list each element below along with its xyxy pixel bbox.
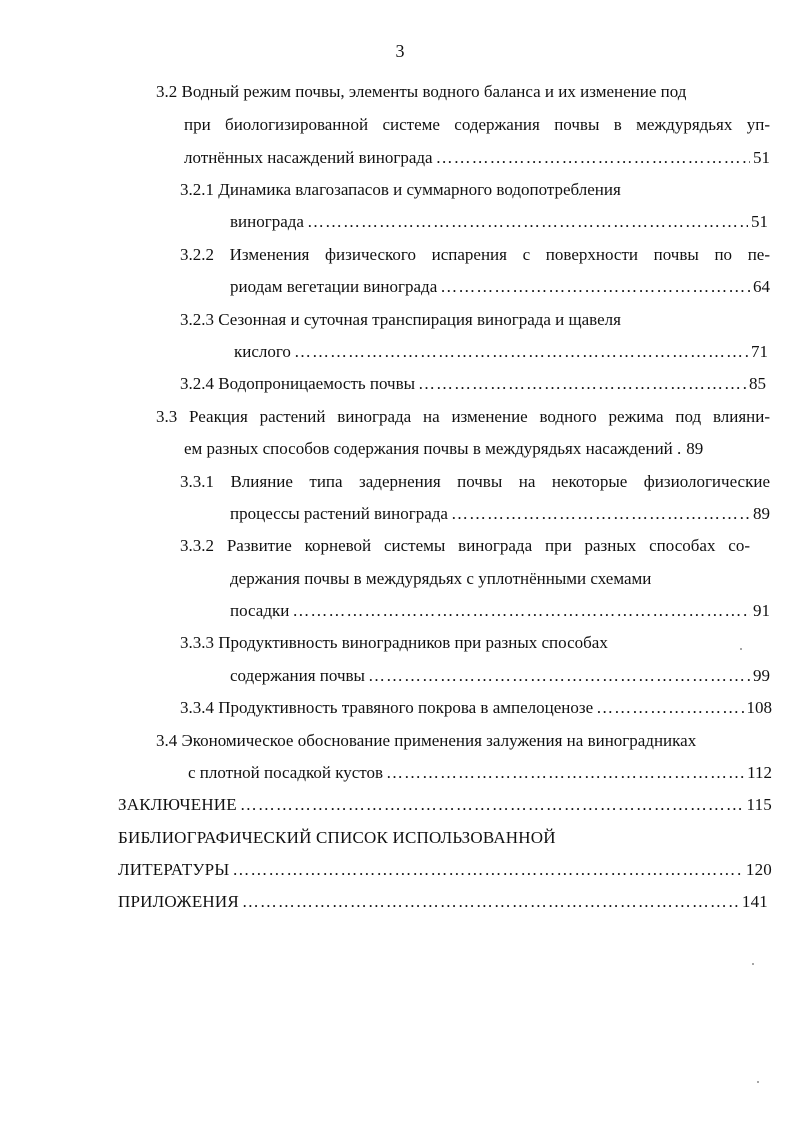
toc-entry-3-2-2[interactable] (230, 276, 770, 298)
toc-3-3-2-page: 91 (753, 601, 770, 620)
toc-3-2-2-line-2: риодам вегетации винограда (230, 277, 438, 296)
toc-entry-3-3[interactable] (184, 438, 770, 460)
toc-3-4-line-1: 3.4 Экономическое обоснование применения залужения на виноградниках (156, 731, 697, 750)
toc-conclusion-title: ЗАКЛЮЧЕНИЕ (118, 795, 237, 814)
toc-appendices-page: 141 (741, 892, 768, 911)
toc-entry-3-3-2[interactable] (230, 600, 770, 622)
toc-entry-3-3-1[interactable] (230, 503, 770, 525)
toc-entry-3-2[interactable] (184, 147, 770, 169)
dot-leader (440, 276, 750, 298)
dot-leader (451, 503, 750, 525)
toc-bibliography-line-1: БИБЛИОГРАФИЧЕСКИЙ СПИСОК ИСПОЛЬЗОВАННОЙ (118, 828, 556, 847)
toc-3-2-3-page: 71 (751, 342, 768, 361)
toc-3-3-1-line-1: 3.3.1 Влияние типа задернения почвы на некоторые физиологические (180, 472, 770, 491)
toc-bibliography-line-2: ЛИТЕРАТУРЫ (118, 860, 230, 879)
toc-3-4-line-2: с плотной посадкой кустов (188, 763, 384, 782)
toc-3-3-line-2: ем разных способов содержания почвы в междурядьях насаждений . (184, 439, 682, 458)
dot-leader (368, 665, 750, 687)
toc-3-3-4-line-1: 3.3.4 Продуктивность травяного покрова в ампелоценозе (180, 698, 594, 717)
toc-3-2-line-2: при биологизированной системе содержания почвы в междурядьях уп- (184, 115, 770, 134)
toc-3-2-4-page: 85 (749, 374, 766, 393)
toc-3-3-1-line-2: процессы растений винограда (230, 504, 448, 523)
scan-speck (757, 1081, 759, 1083)
toc-3-2-line-3: лотнённых насаждений винограда (184, 148, 433, 167)
toc-3-2-1-line-2: винограда (230, 212, 304, 231)
toc-3-2-4-line-1: 3.2.4 Водопроницаемость почвы (180, 374, 416, 393)
dot-leader (294, 341, 748, 363)
toc-3-3-2-line-2: держания почвы в междурядьях с уплотнёнными схемами (230, 569, 652, 588)
toc-3-3-2-line-3: посадки (230, 601, 290, 620)
toc-3-3-3-page: 99 (753, 666, 770, 685)
dot-leader (242, 891, 739, 913)
toc-3-2-1-line-1: 3.2.1 Динамика влагозапасов и суммарного водопотребления (180, 180, 621, 199)
toc-entry-3-3-4[interactable] (180, 697, 772, 719)
toc-3-2-page: 51 (753, 148, 770, 167)
toc-3-3-line-1: 3.3 Реакция растений винограда на изменение водного режима под влияни- (156, 407, 770, 426)
toc-entry-3-2-1[interactable] (230, 211, 768, 233)
toc-3-3-1-page: 89 (753, 504, 770, 523)
toc-entry-3-4[interactable] (188, 762, 772, 784)
toc-3-4-page: 112 (747, 763, 772, 782)
toc-3-2-1-page: 51 (751, 212, 768, 231)
toc-3-2-3-line-1: 3.2.3 Сезонная и суточная транспирация винограда и щавеля (180, 310, 621, 329)
dot-leader (240, 794, 744, 816)
toc-3-3-page: 89 (686, 439, 704, 458)
dot-leader (292, 600, 750, 622)
scan-speck (740, 648, 742, 650)
toc-3-3-2-line-1: 3.3.2 Развитие корневой системы винограда при разных способах со- (180, 536, 750, 555)
toc-bibliography-page: 120 (745, 860, 772, 879)
dot-leader (418, 373, 746, 395)
dot-leader (232, 859, 743, 881)
toc-entry-bibliography[interactable] (118, 859, 772, 881)
page-number: 3 (395, 41, 405, 61)
toc-entry-3-2-4[interactable] (180, 373, 766, 395)
toc-3-2-2-line-1: 3.2.2 Изменения физического испарения с поверхности почвы по пе- (180, 245, 770, 264)
toc-entry-3-2-3[interactable] (234, 341, 768, 363)
toc-3-2-3-line-2: кислого (234, 342, 291, 361)
toc-3-2-line-1: 3.2 Водный режим почвы, элементы водного баланса и их изменение под (156, 82, 687, 101)
dot-leader (436, 147, 750, 169)
toc-entry-conclusion[interactable] (118, 794, 772, 816)
scan-speck (752, 963, 754, 965)
dot-leader (307, 211, 748, 233)
toc-entry-appendices[interactable] (118, 891, 768, 913)
toc-conclusion-page: 115 (746, 795, 772, 814)
toc-3-3-3-line-2: содержания почвы (230, 666, 365, 685)
toc-appendices-title: ПРИЛОЖЕНИЯ (118, 892, 239, 911)
toc-entry-3-3-3[interactable] (230, 665, 770, 687)
toc-3-3-3-line-1: 3.3.3 Продуктивность виноградников при разных способах (180, 633, 608, 652)
dot-leader (386, 762, 744, 784)
dot-leader (596, 697, 743, 719)
toc-3-3-4-page: 108 (746, 698, 772, 717)
toc-3-2-2-page: 64 (753, 277, 770, 296)
